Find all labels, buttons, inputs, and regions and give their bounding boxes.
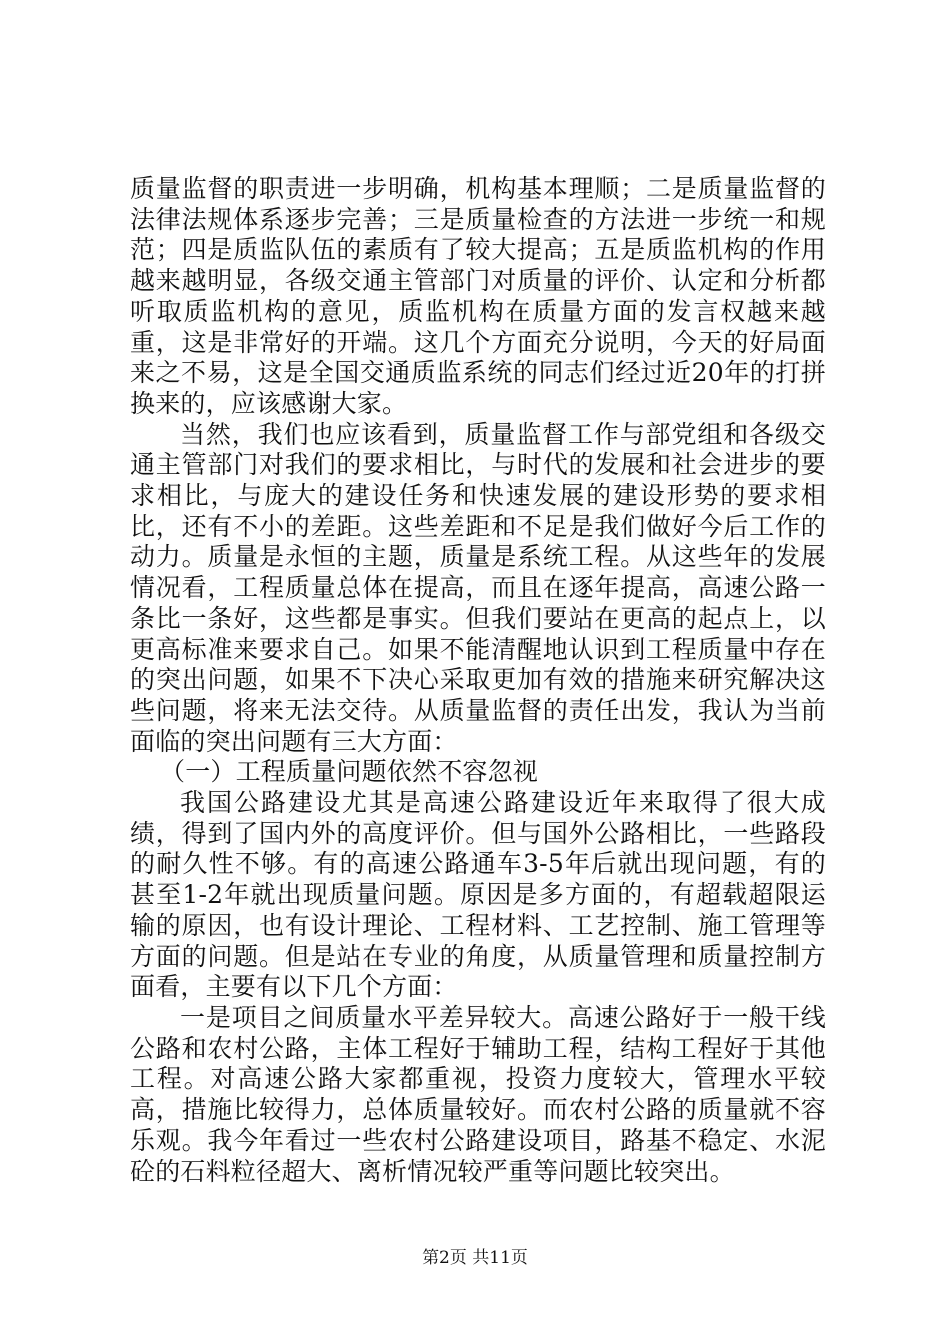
paragraph: 我国公路建设尤其是高速公路建设近年来取得了很大成绩，得到了国内外的高度评价。但与国外公路相比，一些路段的耐久性不够。有的高速公路通车3-5年后就出现问题，有的甚至1-2年就出现质量问题。原因是多方面的，有超载超限运输的原因，也有设计理论、工程材料、工艺控制、施工管理等方面的问题。但是站在专业的角度，从质量管理和质量控制方面看，主要有以下几个方面： bbox=[130, 788, 826, 1002]
paragraph: 一是项目之间质量水平差异较大。高速公路好于一般干线公路和农村公路，主体工程好于辅助工程，结构工程好于其他工程。对高速公路大家都重视，投资力度较大，管理水平较高，措施比较得力，总体质量较好。而农村公路的质量就不容乐观。我今年看过一些农村公路建设项目，路基不稳定、水泥砼的石料粒径超大、离析情况较严重等问题比较突出。 bbox=[130, 1002, 826, 1186]
section-heading: （一）工程质量问题依然不容忽视 bbox=[160, 757, 539, 787]
document-body bbox=[130, 174, 826, 1187]
paragraph-continuation: 质量监督的职责进一步明确，机构基本理顺；二是质量监督的法律法规体系逐步完善；三是质量检查的方法进一步统一和规范；四是质监队伍的素质有了较大提高；五是质监机构的作用越来越明显，各级交通主管部门对质量的评价、认定和分析都听取质监机构的意见，质监机构在质量方面的发言权越来越重，这是非常好的开端。这几个方面充分说明，今天的好局面来之不易，这是全国交通质监系统的同志们经过近20年的打拼换来的，应该感谢大家。 bbox=[130, 174, 826, 418]
page-number-footer: 第2页 共11页 bbox=[422, 1248, 528, 1268]
paragraph: 当然，我们也应该看到，质量监督工作与部党组和各级交通主管部门对我们的要求相比，与时代的发展和社会进步的要求相比，与庞大的建设任务和快速发展的建设形势的要求相比，还有不小的差距。这些差距和不足是我们做好今后工作的动力。质量是永恒的主题，质量是系统工程。从这些年的发展情况看，工程质量总体在提高，而且在逐年提高，高速公路一条比一条好，这些都是事实。但我们要站在更高的起点上，以更高标准来要求自己。如果不能清醒地认识到工程质量中存在的突出问题，如果不下决心采取更加有效的措施来研究解决这些问题，将来无法交待。从质量监督的责任出发，我认为当前面临的突出问题有三大方面： bbox=[130, 419, 826, 756]
